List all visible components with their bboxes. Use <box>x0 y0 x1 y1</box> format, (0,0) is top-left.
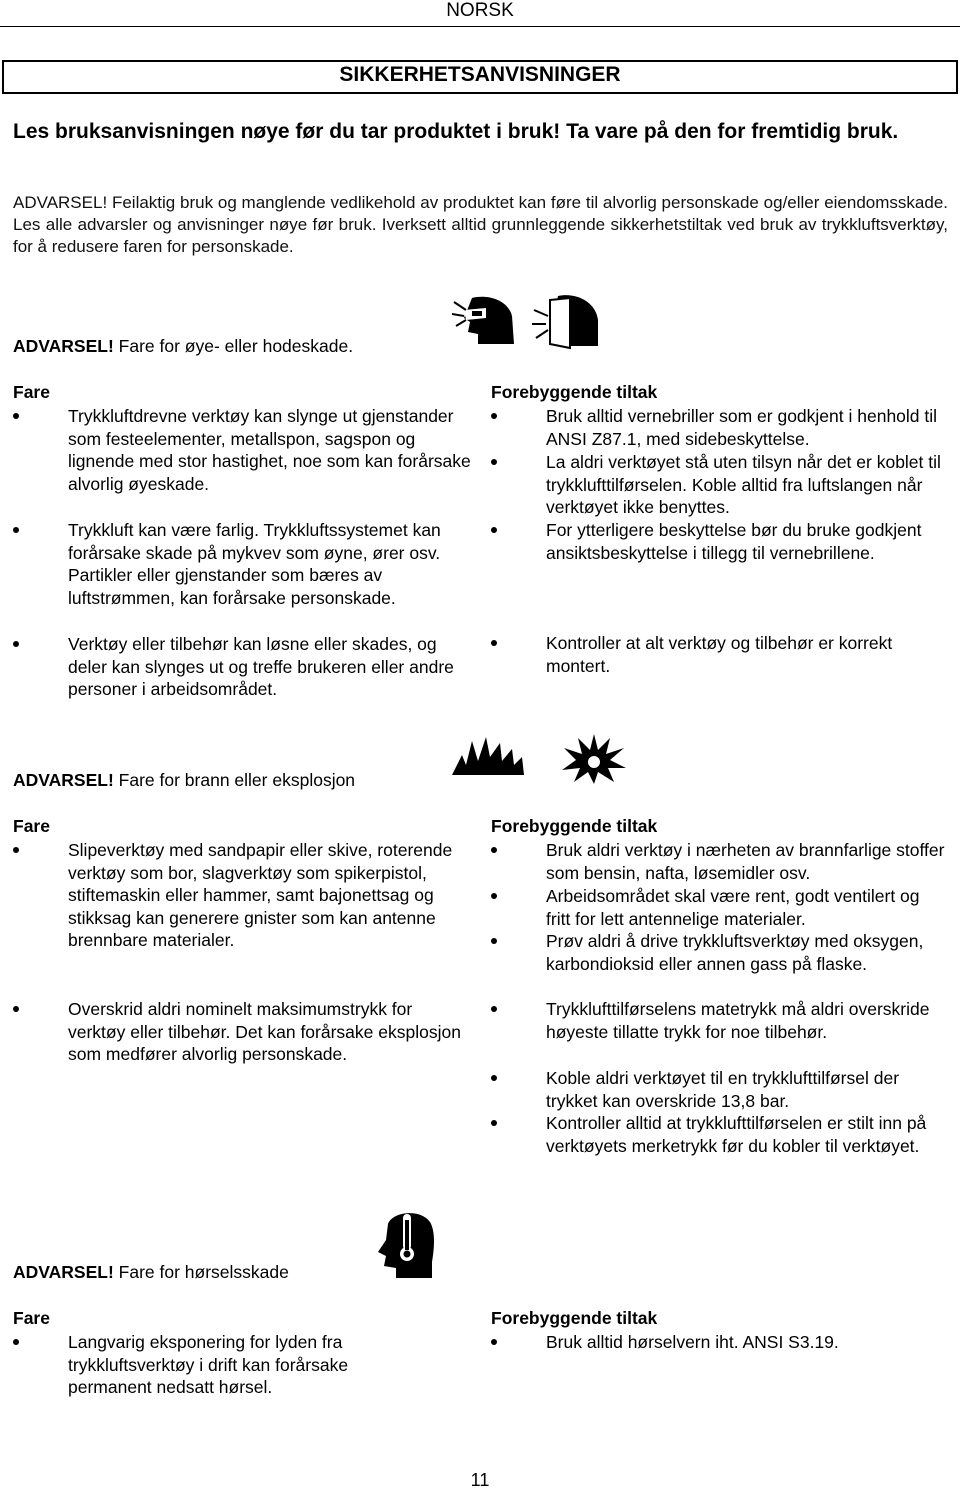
prevention-heading: Forebyggende tiltak <box>491 382 658 402</box>
list-item: Koble aldri verktøyet til en trykklufttilførsel der trykket kan overskride 13,8 bar. <box>491 1067 946 1112</box>
hazard-heading: Fare <box>13 382 50 402</box>
fire-icon <box>452 735 526 779</box>
list-item: Kontroller at alt verktøy og tilbehør er korrekt montert. <box>491 632 946 677</box>
hazard-heading: Fare <box>13 816 50 836</box>
list-item: Slipeverktøy med sandpapir eller skive, roterende verktøy som bor, slagverktøy som spikerpistol, stiftemaskin eller hammer, samt bajonettsag og stikksag kan generere gnister som kan antenne brennbare materialer. <box>13 839 473 952</box>
page-title: SIKKERHETSANVISNINGER <box>339 63 621 86</box>
list-item: Overskrid aldri nominelt maksimumstrykk for verktøy eller tilbehør. Det kan forårsake eksplosjon som medfører alvorlig personskade. <box>13 998 473 1066</box>
safety-glasses-icon <box>452 294 516 350</box>
list-item: Langvarig eksponering for lyden fra trykkluftsverktøy i drift kan forårsake permanent nedsatt hørsel. <box>13 1331 403 1399</box>
general-warning-text: Feilaktig bruk og manglende vedlikehold av produktet kan føre til alvorlig personskade og/eller eiendomsskade. Les alle advarsler og anvisninger nøye før bruk. Iverksett alltid grunnleggende sikkerhetstiltak ved bruk av trykkluftsverktøy, for å redusere faren for personskade. <box>13 193 948 256</box>
page-number: 11 <box>470 1470 490 1490</box>
prevention-heading: Forebyggende tiltak <box>491 816 658 836</box>
hazard-heading: Fare <box>13 1308 50 1328</box>
warning-text: Fare for øye- eller hodeskade. <box>118 336 354 356</box>
warning-label: ADVARSEL! <box>13 336 114 356</box>
warning-hearing <box>13 1262 289 1283</box>
intro-text: Les bruksanvisningen nøye før du tar produktet i bruk! Ta vare på den for fremtidig bruk. <box>13 120 899 143</box>
list-item: Arbeidsområdet skal være rent, godt ventilert og fritt for lett antennelige materialer. <box>491 885 946 930</box>
warning-text: Fare for brann eller eksplosjon <box>118 770 356 790</box>
list-item: Kontroller alltid at trykklufttilførselen er stilt inn på verktøyets merketrykk før du kobler til verktøyet. <box>491 1112 946 1157</box>
page-header-language: NORSK <box>446 0 514 21</box>
list-item: Bruk alltid vernebriller som er godkjent i henhold til ANSI Z87.1, med sidebeskyttelse. <box>491 405 946 450</box>
warning-text: Fare for hørselsskade <box>118 1262 289 1282</box>
warning-eye-head <box>13 336 353 357</box>
list-item: Bruk alltid hørselvern iht. ANSI S3.19. <box>491 1331 839 1354</box>
face-shield-icon <box>532 294 600 352</box>
prevention-heading: Forebyggende tiltak <box>491 1308 658 1328</box>
list-item: For ytterligere beskyttelse bør du bruke godkjent ansiktsbeskyttelse i tillegg til vernebrillene. <box>491 519 946 564</box>
general-warning-label: ADVARSEL! <box>13 193 108 212</box>
warning-label: ADVARSEL! <box>13 1262 114 1282</box>
header-divider <box>0 26 960 27</box>
warning-label: ADVARSEL! <box>13 770 114 790</box>
list-item: Trykkluft kan være farlig. Trykkluftssystemet kan forårsake skade på mykvev som øyne, ører osv. Partikler eller gjenstander som bæres av luftstrømmen, kan forårsake personskade. <box>13 519 473 609</box>
list-item: Prøv aldri å drive trykkluftsverktøy med oksygen, karbondioksid eller annen gass på flaske. <box>491 930 946 975</box>
hearing-protection-icon <box>376 1210 436 1280</box>
warning-fire-explosion <box>13 770 355 791</box>
list-item: La aldri verktøyet stå uten tilsyn når det er koblet til trykklufttilførselen. Koble alltid fra luftslangen når verktøyet ikke benyttes. <box>491 451 946 519</box>
list-item: Trykklufttilførselens matetrykk må aldri overskride høyeste tillatte trykk for noe tilbehør. <box>491 998 946 1043</box>
list-item: Bruk aldri verktøy i nærheten av brannfarlige stoffer som bensin, nafta, løsemidler osv. <box>491 839 946 884</box>
list-item: Trykkluftdrevne verktøy kan slynge ut gjenstander som festeelementer, metallspon, sagspon og lignende med stor hastighet, noe som kan forårsake alvorlig øyeskade. <box>13 405 473 495</box>
general-warning <box>13 192 948 258</box>
explosion-icon <box>560 732 628 784</box>
list-item: Verktøy eller tilbehør kan løsne eller skades, og deler kan slynges ut og treffe brukeren eller andre personer i arbeidsområdet. <box>13 633 473 701</box>
